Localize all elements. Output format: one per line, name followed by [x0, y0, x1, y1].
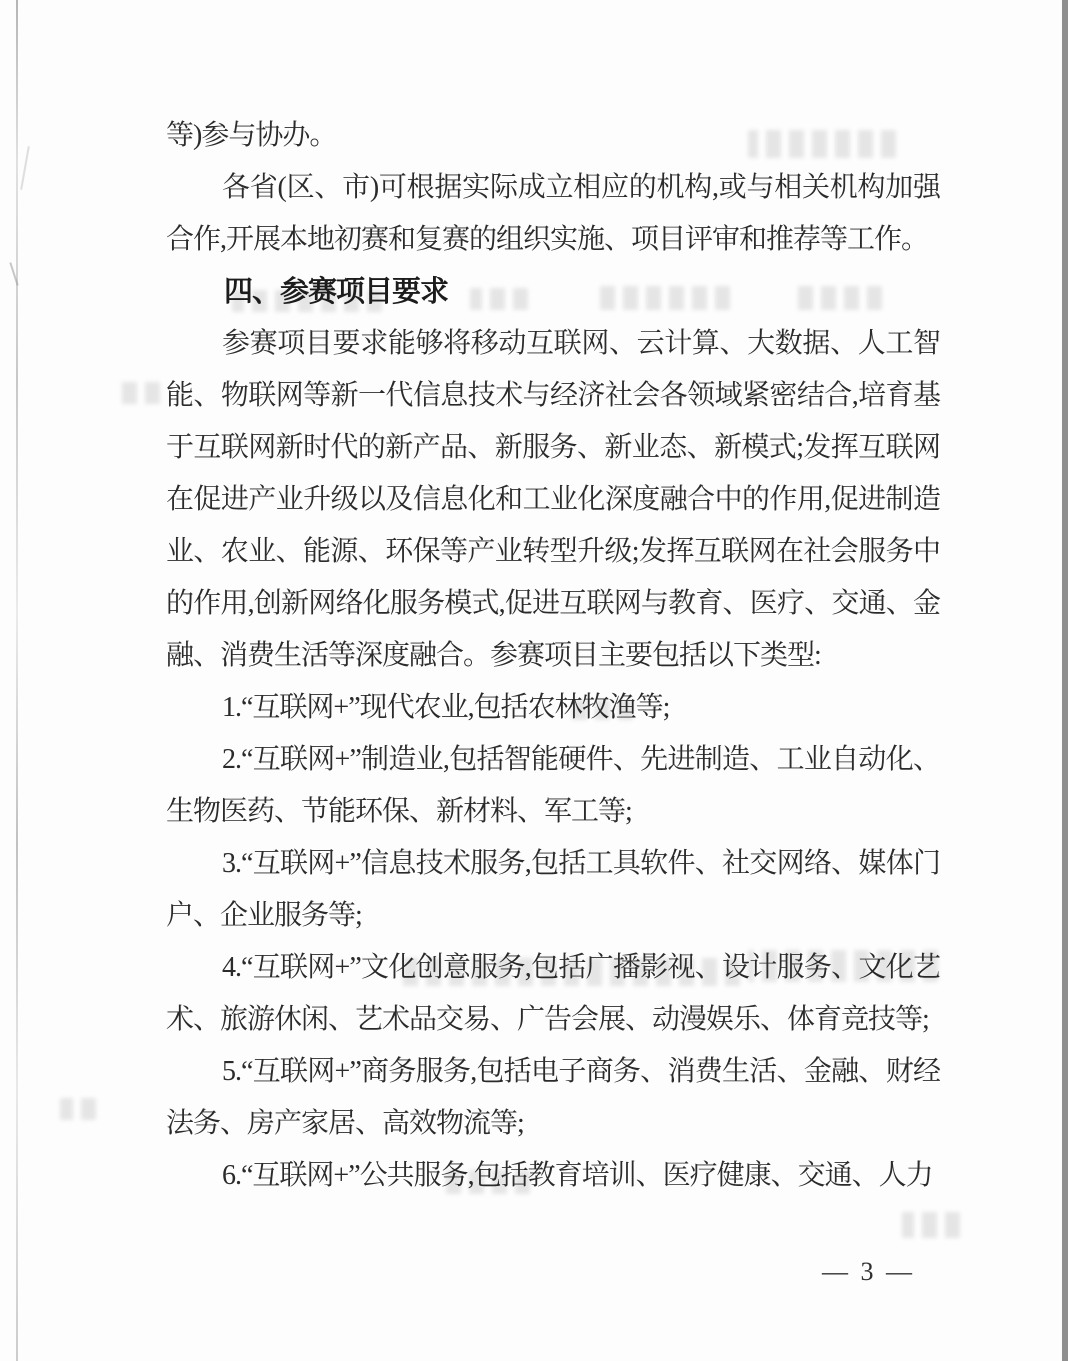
page-number: — 3 —	[822, 1257, 915, 1286]
list-item-3-it-services: 3.“互联网+”信息技术服务,包括工具软件、社交网络、媒体门户、企业服务等;	[166, 848, 940, 931]
scan-right-edge-strip	[1062, 0, 1068, 1361]
section-heading-project-requirements: 四、参赛项目要求	[224, 276, 449, 308]
scan-scratch-mark	[20, 146, 30, 190]
list-item-1-modern-agriculture: 1.“互联网+”现代农业,包括农林牧渔等;	[222, 692, 670, 723]
list-item-4-cultural-creative-services: 4.“互联网+”文化创意服务,包括广播影视、设计服务、文化艺术、旅游休闲、艺术品交易、广告会展、动漫娱乐、体育竞技等;	[166, 952, 940, 1035]
bleed-through-artifact	[60, 1098, 96, 1120]
bleed-through-artifact	[902, 1212, 960, 1238]
document-body	[166, 110, 940, 1202]
bleed-through-artifact	[118, 382, 160, 404]
list-item-2-manufacturing: 2.“互联网+”制造业,包括智能硬件、先进制造、工业自动化、生物医药、节能环保、新材料、军工等;	[166, 744, 940, 827]
list-item-6-public-services: 6.“互联网+”公共服务,包括教育培训、医疗健康、交通、人力	[222, 1160, 933, 1191]
list-item-5-business-services: 5.“互联网+”商务服务,包括电子商务、消费生活、金融、财经法务、房产家居、高效物流等;	[166, 1056, 940, 1139]
paragraph-provinces: 各省(区、市)可根据实际成立相应的机构,或与相关机构加强合作,开展本地初赛和复赛的组织实施、项目评审和推荐等工作。	[166, 172, 940, 255]
page-left-edge-line	[16, 0, 18, 1361]
paragraph-continuation: 等)参与协办。	[166, 120, 337, 151]
paragraph-requirements-overview: 参赛项目要求能够将移动互联网、云计算、大数据、人工智能、物联网等新一代信息技术与经济社会各领域紧密结合,培育基于互联网新时代的新产品、新服务、新业态、新模式;发挥互联网在促进产业升级以及信息化和工业化深度融合中的作用,促进制造业、农业、能源、环保等产业转型升级;发挥互联网在社会服务中的作用,创新网络化服务模式,促进互联网与教育、医疗、交通、金融、消费生活等深度融合。参赛项目主要包括以下类型:	[166, 328, 940, 671]
